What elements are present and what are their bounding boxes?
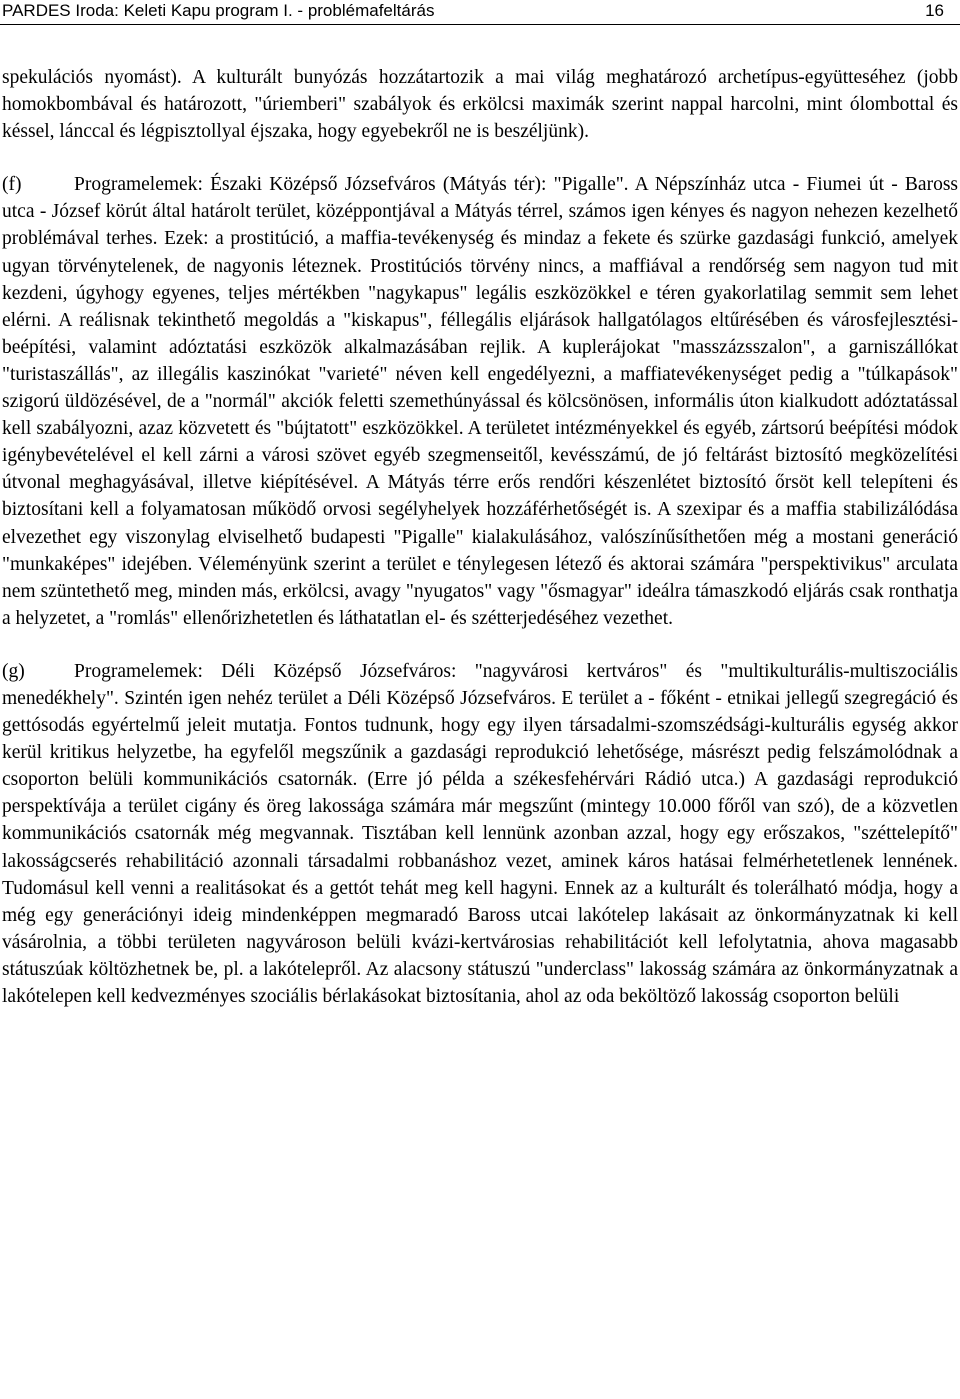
paragraph-intro [2, 64, 958, 145]
page-number: 16 [925, 1, 944, 20]
paragraph-text: Szintén igen nehéz terület a Déli Középső Józsefváros. E terület a - főként - etnikai jellegű szegregáció és gettósodás egyértelmű jeleit mutatja. Fontos tudnunk, hogy egy ilyen társadalmi-szomszédsági-kulturális egység akkor kerül kritikus helyzetbe, ha egyfelől megszűnik a gazdasági reprodukció lehetősége, másrészt pedig felszámolódnak a csoporton belüli kommunikációs csatornák. (Erre jó példa a székesfehérvári Rádió utca.) A gazdasági reprodukció perspektívája a terület cigány és öreg lakossága számára már megszűnt (mintegy 10.000 főről van szó), de a közvetlen kommunikációs csatornák még megvannak. Tisztában kell lennünk azonban azzal, hogy egy erőszakos, "széttelepítő" lakosságcserés rehabilitáció azonnali társadalmi robbanáshoz vezet, aminek káros hatásai felmérhetetlenek lennének. Tudomásul kell venni a realitásokat és a gettót tehát meg kell hagyni. Ennek az a kulturált és tolerálható módja, hogy a még egy generációnyi ideig mindenképpen megmaradó Baross utcai lakótelep lakásait az önkormányzatnak ki kell vásárolnia, a többi területen nagyvároson belüli kvázi-kertvárosias rehabilitációt kell lefolytatnia, ahova magasabb státuszúak költözhetnek be, pl. a lakótelepről. Az alacsony státuszú "underclass" lakosság számára az önkormányzatnak a lakótelepen kell kedvezményes szociális bérlakásokat biztosítania, ahol az oda beköltöző lakosság csoporton belüli [2, 687, 958, 1007]
header-title: PARDES Iroda: Keleti Kapu program I. - problémafeltárás [2, 1, 435, 20]
paragraph-text: A Népszínház utca - Fiumei út - Baross utca - József körút által határolt terület, középpontjával a Mátyás térrel, számos igen kényes és nagyon nehezen kezelhető problémával terhes. Ezek: a prostitúció, a maffia-tevékenység és mindaz a fekete és szürke gazdasági funkció, amelyek ugyan törvénytelenek, de nagyonis léteznek. Prostitúciós törvény nincs, a maffiával a rendőrség sem nagyon tud mit kezdeni, úgyhogy egyenes, teljes mértékben "nagykapus" legális eszközökkel e téren gyakorlatilag semmit sem lehet elérni. A reálisnak tekinthető megoldás a "kiskapus", féllegális eljárások hallgatólagos eltűrésében és városfejlesztési-beépítési, valamint adóztatási eszközök alkalmazásában rejlik. A kuplerájokat "masszázsszalon", a garniszállókat "turistaszállás", az illegális kaszinókat "varieté" néven kell engedélyezni, a maffiatevékenységet pedig a "túlkapások" szigorú üldözésével, de a "normál" akciók feletti szemethúnyással és kölcsönösen, informális úton kialkudott adóztatással kell szabályozni, azaz közvetett és "bújtatott" eszközökkel. A területet intézményekkel és egyéb, zártsorú beépítési módok igénybevételével el kell zárni a városi szövet egyéb szegmenseitől, kevésszámú, de jó feltárást biztosító megközelítési útvonal meghagyásával, illetve kiépítésével. A Mátyás térre erős rendőri készenlétet biztosító őrsöt kell telepíteni és biztosítani kell a folyamatosan működő orvosi segélyhelyek hozzáférhetőségét is. A szexipar és a maffia stabilizálódása elvezethet egy viszonylag elviselhető budapesti "Pigalle" kialakulásához, valószínűsíthetően még a mostani generáció "munkaképes" idejében. Véleményünk szerint a terület e ténylegesen létező és aktorai számára "perspektivikus" arculata nem szüntethető meg, minden más, erkölcsi, avagy "nyugatos" vagy "ősmagyar" ideálra támaszkodó eljárás csak ronthatja a helyzetet, a "romlás" ellenőrizhetetlen és láthatatlan el- és szétterjedéséhez vezethet. [2, 174, 958, 629]
section-label: (g) [2, 660, 25, 682]
section-label: (f) [2, 174, 22, 196]
document-body [2, 64, 958, 1010]
section-heading: Programelemek: Északi Középső Józsefváros (Mátyás tér): "Pigalle". [74, 174, 629, 196]
section-heading: Programelemek: Déli Középső Józsefváros: "nagyvárosi kertváros" és "multikulturális-multiszociális menedékhely". [2, 660, 958, 709]
paragraph-text: spekulációs nyomást). A kulturált bunyózás hozzátartozik a mai világ meghatározó archetípus-együtteséhez (jobb homokbombával és határozott, "úriemberi" szabályok és erkölcsi maximák szerint nappal harcolni, mint ólombottal és késsel, lánccal és légpisztollyal éjszaka, hogy egyebekről ne is beszéljünk). [2, 67, 958, 143]
paragraph-section-g [2, 658, 958, 1010]
paragraph-section-f [2, 171, 958, 632]
page-header [0, 0, 960, 25]
